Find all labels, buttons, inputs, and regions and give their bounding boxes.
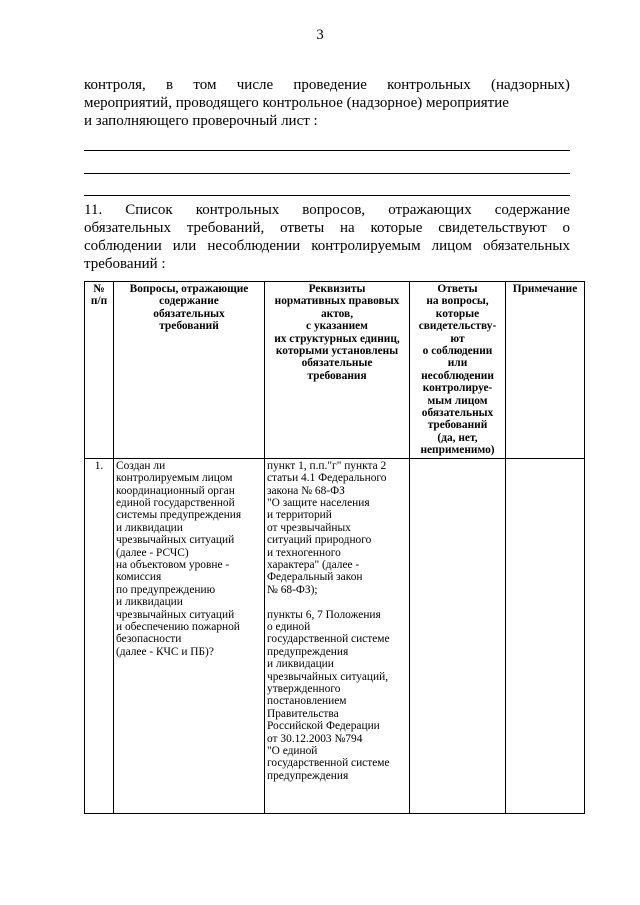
cell-line: "О единой xyxy=(267,745,318,758)
cell-line: и ликвидации xyxy=(116,521,183,534)
cell-line: чрезвычайных ситуаций xyxy=(116,608,235,621)
section-word: соблюдении xyxy=(84,238,162,254)
section-word: требований, xyxy=(186,220,265,236)
intro-word: том xyxy=(193,77,217,93)
header-line: о соблюдении xyxy=(422,345,493,358)
cell-line: статьи 4.1 Федерального xyxy=(267,472,387,485)
section-word: обязательных xyxy=(84,220,171,236)
intro-word: проведение xyxy=(293,77,367,93)
cell-line: и обеспечению пожарной xyxy=(116,620,240,633)
section-word: несоблюдении xyxy=(207,238,301,254)
section-line-3 xyxy=(84,237,570,255)
header-line: ют xyxy=(450,332,465,345)
cell-line: и ликвидации xyxy=(116,596,183,609)
header-line: Ответы xyxy=(437,283,478,295)
header-note xyxy=(506,282,585,459)
header-line: требований xyxy=(427,419,488,432)
header-line: обязательных xyxy=(153,307,225,320)
header-line: на вопросы, xyxy=(426,295,489,308)
intro-word: (надзорных) xyxy=(490,77,570,93)
row-requisites xyxy=(265,458,410,813)
table-row xyxy=(85,458,585,813)
page-number: 3 xyxy=(316,27,324,43)
row-number: 1. xyxy=(85,458,114,813)
section-word: о xyxy=(562,220,570,236)
intro-word: в xyxy=(166,77,174,93)
cell-line: Правительства xyxy=(267,707,339,720)
cell-line: о единой xyxy=(267,620,311,633)
cell-line: пункт 1, п.п."г" пункта 2 xyxy=(267,459,387,472)
cell-line: единой государственной xyxy=(116,496,235,509)
header-line: № xyxy=(93,283,105,295)
intro-word: контрольных xyxy=(387,77,471,93)
cell-line: (далее - РСЧС) xyxy=(116,546,189,559)
intro-line-1 xyxy=(84,76,570,94)
header-line: их структурных единиц, xyxy=(274,332,400,345)
cell-line: координационный орган xyxy=(116,484,235,497)
cell-line: предупреждения xyxy=(267,769,349,782)
header-line: обязательных xyxy=(421,407,494,420)
cell-line: на объектовом уровне - xyxy=(116,558,230,571)
intro-line-3: и заполняющего проверочный лист : xyxy=(84,113,318,129)
section-word: или xyxy=(172,238,197,254)
header-line: требования xyxy=(307,369,367,382)
header-line: которыми установлены xyxy=(275,345,399,358)
cell-line: ситуаций природного xyxy=(267,534,372,547)
fill-in-line-2 xyxy=(84,173,570,174)
header-line: Вопросы, отражающие xyxy=(129,283,249,295)
cell-line: контролируемым лицом xyxy=(116,472,233,485)
header-line: содержание xyxy=(159,295,219,308)
header-answers xyxy=(410,282,506,459)
section-word: на xyxy=(340,220,355,236)
cell-line: чрезвычайных ситуаций, xyxy=(267,670,389,683)
cell-line: Российской Федерации xyxy=(267,720,380,733)
header-line: п/п xyxy=(90,295,108,308)
header-line: Реквизиты xyxy=(308,283,366,295)
section-11-paragraph xyxy=(84,201,570,273)
cell-line: предупреждения xyxy=(267,645,349,658)
cell-line: государственной системе xyxy=(267,757,390,770)
header-line: мым лицом xyxy=(427,394,488,407)
cell-line: и ликвидации xyxy=(267,658,334,671)
intro-line-2: мероприятий, проводящего контрольное (надзорное) мероприятие xyxy=(84,95,509,111)
section-line-2 xyxy=(84,219,570,237)
cell-line: (далее - КЧС и ПБ)? xyxy=(116,645,214,658)
section-word: которые xyxy=(370,220,423,236)
cell-line: государственной системе xyxy=(267,633,390,646)
cell-line: постановлением xyxy=(267,695,347,708)
header-line: неприменимо) xyxy=(420,444,495,457)
cell-line: чрезвычайных ситуаций xyxy=(116,534,235,547)
cell-line: по предупреждению xyxy=(116,583,216,596)
cell-line: и техногенного xyxy=(267,546,341,559)
cell-line: закона № 68-ФЗ xyxy=(267,484,345,497)
section-line-4: требований : xyxy=(84,256,166,272)
requirements-table xyxy=(84,281,585,814)
cell-line: Федеральный закон xyxy=(267,571,363,584)
intro-word: контроля, xyxy=(84,77,146,93)
header-line: с указанием xyxy=(306,320,368,333)
section-word: обязательных xyxy=(482,238,570,254)
cell-line: пункты 6, 7 Положения xyxy=(267,608,381,621)
header-line: или xyxy=(447,357,468,370)
cell-line: и территорий xyxy=(267,509,332,522)
section-word: Список xyxy=(125,202,173,218)
header-line: нормативных правовых xyxy=(274,295,400,308)
header-questions xyxy=(114,282,265,459)
header-requisites xyxy=(265,282,410,459)
header-line: несоблюдении xyxy=(421,369,494,382)
intro-word: числе xyxy=(236,77,274,93)
header-number xyxy=(85,282,114,459)
intro-paragraph xyxy=(84,76,570,130)
fill-in-line-3 xyxy=(84,195,570,196)
table-header-row xyxy=(85,282,585,459)
cell-line: Создан ли xyxy=(116,459,166,472)
row-note xyxy=(506,458,585,813)
fill-in-line-1 xyxy=(84,150,570,151)
cell-line: от 30.12.2003 №794 xyxy=(267,732,363,745)
header-line: Примечание xyxy=(512,283,578,295)
cell-line: № 68-ФЗ); xyxy=(267,583,318,596)
row-answer xyxy=(410,458,506,813)
cell-line: безопасности xyxy=(116,633,182,646)
cell-line xyxy=(267,596,407,608)
cell-line: утвержденного xyxy=(267,683,341,695)
cell-line: от чрезвычайных xyxy=(267,521,351,534)
cell-line: системы предупреждения xyxy=(116,509,242,522)
header-line: свидетельству- xyxy=(418,320,497,333)
section-word: контрольных xyxy=(195,202,280,218)
section-word: ответы xyxy=(280,220,325,236)
cell-line: "О защите населения xyxy=(267,496,370,509)
section-word: 11. xyxy=(84,202,103,218)
section-word: отражающих xyxy=(388,202,472,218)
header-line: которые xyxy=(435,307,480,320)
header-line: (да, нет, xyxy=(437,431,478,444)
cell-line: характера" (далее - xyxy=(267,558,360,571)
section-word: вопросов, xyxy=(302,202,366,218)
header-line: требований xyxy=(159,320,219,333)
section-line-1 xyxy=(84,201,570,219)
header-line: контролируе- xyxy=(422,382,493,395)
section-word: свидетельствуют xyxy=(438,220,547,236)
header-line: актов, xyxy=(320,307,354,320)
section-word: контролируемым xyxy=(311,238,421,254)
row-question xyxy=(114,458,265,813)
section-word: лицом xyxy=(431,238,472,254)
section-word: содержание xyxy=(494,202,570,218)
header-line: обязательные xyxy=(301,357,373,370)
cell-line: комиссия xyxy=(116,571,162,584)
